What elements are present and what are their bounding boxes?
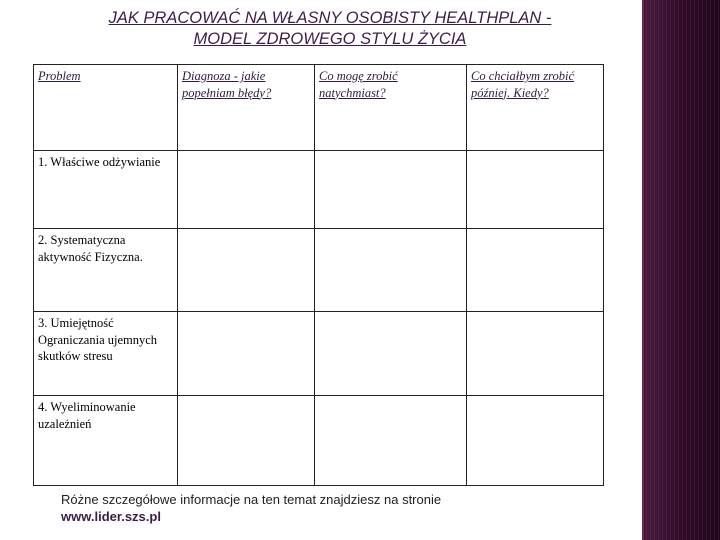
empty-cell [178, 312, 315, 396]
decorative-side-panel [642, 0, 720, 540]
empty-cell [315, 396, 467, 486]
empty-cell [467, 396, 604, 486]
empty-cell [467, 312, 604, 396]
empty-cell [178, 151, 315, 229]
empty-cell [315, 312, 467, 396]
header-immediate-actions: Co mogę zrobić natychmiast? [315, 65, 467, 151]
row-label-physical-activity: 2. Systematyczna aktywność Fizyczna. [34, 229, 178, 312]
empty-cell [178, 396, 315, 486]
header-problem: Problem [34, 65, 178, 151]
table-row [34, 312, 604, 396]
page-title-line-2: MODEL ZDROWEGO STYLU ŻYCIA [193, 30, 467, 48]
row-label-nutrition: 1. Właściwe odżywianie [34, 151, 178, 229]
footer-note [61, 491, 441, 525]
healthplan-table [33, 64, 604, 486]
empty-cell [315, 151, 467, 229]
row-label-stress: 3. Umiejętność Ograniczania ujemnych skutków stresu [34, 312, 178, 396]
table-row [34, 229, 604, 312]
header-diagnosis: Diagnoza - jakie popełniam błędy? [178, 65, 315, 151]
page-title [30, 8, 630, 50]
empty-cell [178, 229, 315, 312]
empty-cell [467, 229, 604, 312]
row-label-addictions: 4. Wyeliminowanie uzależnień [34, 396, 178, 486]
table-row [34, 151, 604, 229]
empty-cell [467, 151, 604, 229]
table-header-row [34, 65, 604, 151]
header-later-actions: Co chciałbym zrobić później. Kiedy? [467, 65, 604, 151]
empty-cell [315, 229, 467, 312]
table-row [34, 396, 604, 486]
page-title-line-1: JAK PRACOWAĆ NA WŁASNY OSOBISTY HEALTHPLAN - [108, 9, 552, 27]
footer-link[interactable]: www.lider.szs.pl [61, 509, 161, 524]
footer-text: Różne szczegółowe informacje na ten temat znajdziesz na stronie [61, 492, 442, 507]
